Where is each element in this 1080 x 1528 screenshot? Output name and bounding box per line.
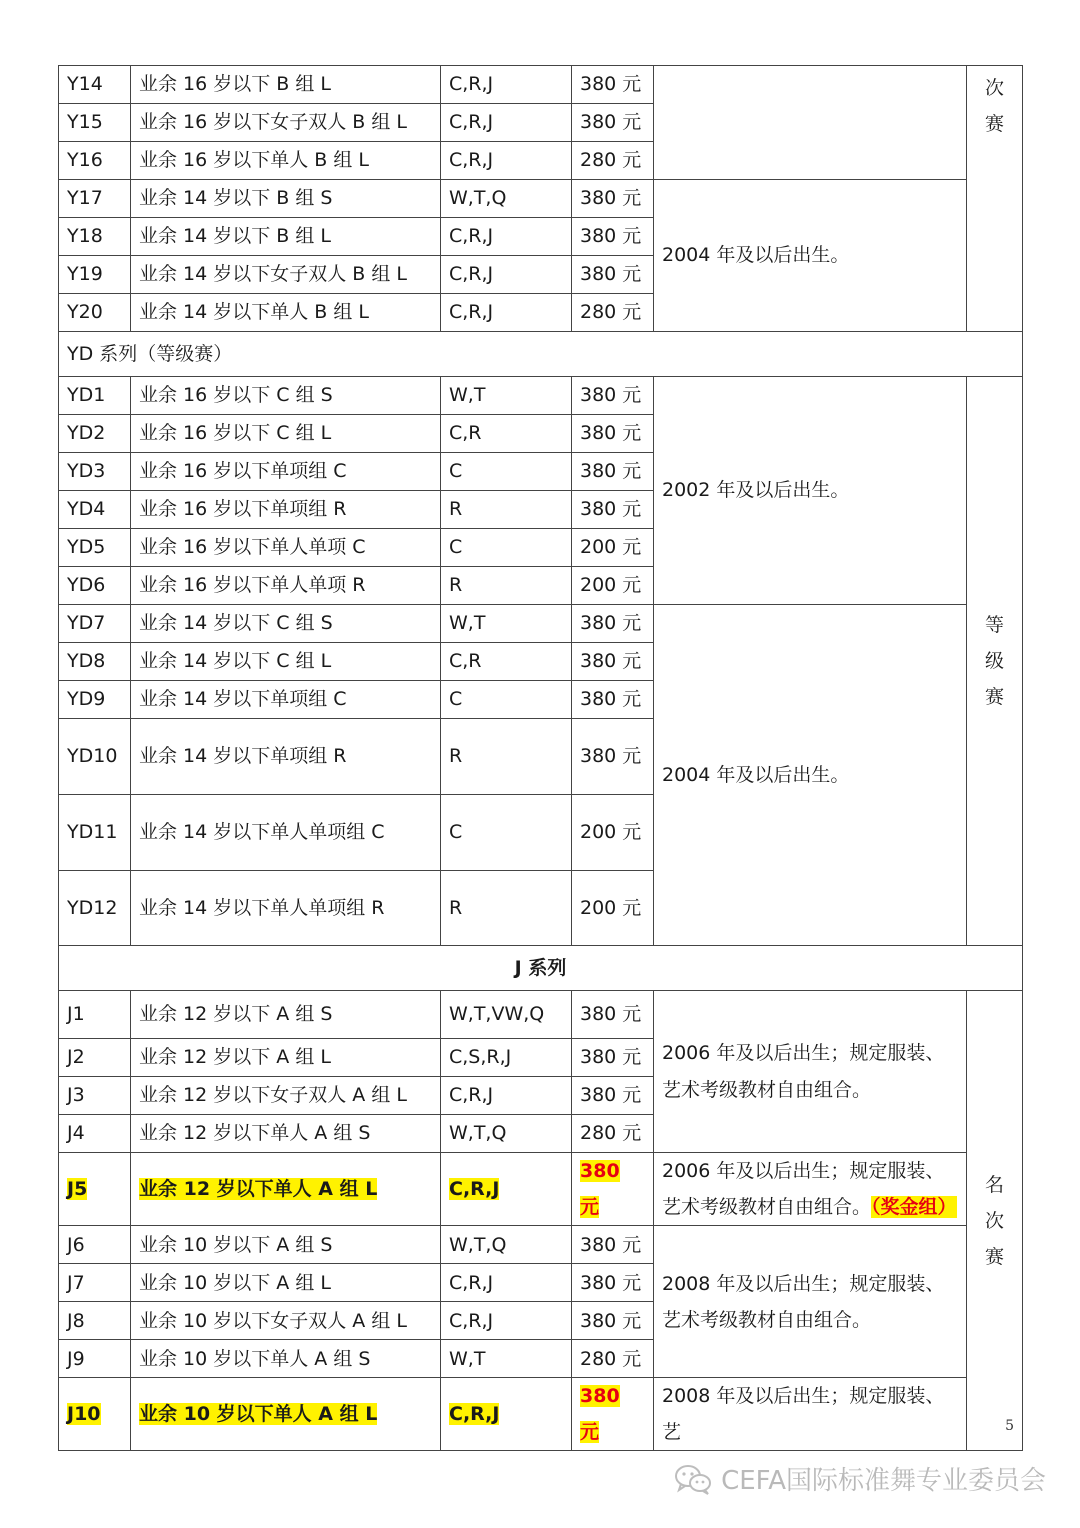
event-name-cell: [131, 1153, 441, 1226]
category-side-text: 次 赛: [984, 77, 1004, 136]
fee-cell: 380 元: [572, 719, 654, 795]
event-name-cell: 业余 12 岁以下单人 A 组 S: [131, 1115, 441, 1153]
fee-cell: 380 元: [572, 643, 654, 681]
code-cell: Y16: [59, 142, 131, 180]
code-cell: YD12: [59, 871, 131, 946]
event-name-cell: 业余 16 岁以下单项组 C: [131, 453, 441, 491]
fee-cell: 200 元: [572, 529, 654, 567]
code-cell: YD11: [59, 795, 131, 871]
table-row: [59, 66, 1023, 104]
dances-cell: C: [441, 529, 572, 567]
note-cell: 2008 年及以后出生；规定服装、艺术考级教材自由组合。: [654, 1226, 967, 1378]
category-side-text: 名 次 赛: [984, 1173, 1004, 1268]
fee-cell: 380 元: [572, 1264, 654, 1302]
event-name-cell: 业余 12 岁以下 A 组 S: [131, 991, 441, 1039]
event-name-cell: 业余 12 岁以下女子双人 A 组 L: [131, 1077, 441, 1115]
code-cell: Y18: [59, 218, 131, 256]
dances-cell: W,T,VW,Q: [441, 991, 572, 1039]
dances-cell: C: [441, 453, 572, 491]
fee-cell: 200 元: [572, 795, 654, 871]
code-cell-text: J5: [67, 1178, 88, 1201]
event-name-cell: 业余 16 岁以下 C 组 L: [131, 415, 441, 453]
section-title-j: J 系列: [59, 946, 1023, 991]
fee-cell: 380 元: [572, 491, 654, 529]
fee-cell: [572, 1153, 654, 1226]
table-row: [59, 1226, 1023, 1264]
code-cell: Y15: [59, 104, 131, 142]
event-name-cell: 业余 14 岁以下单人单项组 C: [131, 795, 441, 871]
note-cell: 2008 年及以后出生；规定服装、艺: [654, 1378, 967, 1451]
code-cell: Y20: [59, 294, 131, 332]
dances-cell: C,R,J: [441, 1302, 572, 1340]
note-cell: [654, 1153, 967, 1226]
table-row: [59, 180, 1023, 218]
dances-cell: R: [441, 871, 572, 946]
dances-cell: C,R,J: [441, 218, 572, 256]
code-cell: YD2: [59, 415, 131, 453]
code-cell: YD9: [59, 681, 131, 719]
fee-cell: 380 元: [572, 180, 654, 218]
event-name-cell: 业余 12 岁以下 A 组 L: [131, 1039, 441, 1077]
category-side-label: [967, 66, 1023, 332]
page-number: 5: [1005, 1418, 1014, 1434]
event-name-cell-text: 业余 10 岁以下单人 A 组 L: [139, 1403, 378, 1426]
code-cell: YD3: [59, 453, 131, 491]
dances-cell: C,S,R,J: [441, 1039, 572, 1077]
event-name-cell: 业余 16 岁以下 C 组 S: [131, 377, 441, 415]
code-cell-text: J10: [67, 1403, 101, 1426]
fee-cell: 380 元: [572, 1302, 654, 1340]
code-cell: YD5: [59, 529, 131, 567]
fee-cell-text: 380 元: [580, 1160, 620, 1219]
code-cell: J3: [59, 1077, 131, 1115]
table-row: [59, 605, 1023, 643]
note-cell: 2004 年及以后出生。: [654, 605, 967, 946]
code-cell: J4: [59, 1115, 131, 1153]
section-title-yd: YD 系列（等级赛）: [59, 332, 1023, 377]
fee-cell: 280 元: [572, 1340, 654, 1378]
table-row: [59, 991, 1023, 1039]
watermark-text: CEFA国际标准舞专业委员会: [721, 1466, 1046, 1496]
event-name-cell: 业余 14 岁以下 B 组 L: [131, 218, 441, 256]
section-header-row: [59, 332, 1023, 377]
dances-cell: C: [441, 795, 572, 871]
note-text: 2006 年及以后出生；规定服装、艺术考级教材自由组合。: [662, 1160, 945, 1219]
dances-cell: R: [441, 719, 572, 795]
table-row: [59, 1378, 1023, 1451]
dances-cell: C,R: [441, 643, 572, 681]
note-cell: 2002 年及以后出生。: [654, 377, 967, 605]
note-cell: [654, 66, 967, 180]
event-name-cell: 业余 10 岁以下女子双人 A 组 L: [131, 1302, 441, 1340]
category-side-text: 等 级 赛: [984, 613, 1004, 709]
watermark: [673, 1460, 1046, 1497]
dances-cell: R: [441, 567, 572, 605]
wechat-icon: [673, 1463, 713, 1495]
fee-cell: 380 元: [572, 1077, 654, 1115]
fee-cell: 380 元: [572, 104, 654, 142]
event-name-cell: 业余 14 岁以下单项组 C: [131, 681, 441, 719]
event-name-cell: 业余 16 岁以下单人单项 C: [131, 529, 441, 567]
fee-cell: 380 元: [572, 66, 654, 104]
competition-table: [58, 65, 1023, 1451]
code-cell: J7: [59, 1264, 131, 1302]
dances-cell: C,R: [441, 415, 572, 453]
event-name-cell: 业余 10 岁以下 A 组 L: [131, 1264, 441, 1302]
dances-cell: C,R,J: [441, 294, 572, 332]
fee-cell: 380 元: [572, 218, 654, 256]
event-name-cell: 业余 14 岁以下 C 组 S: [131, 605, 441, 643]
code-cell: YD1: [59, 377, 131, 415]
code-cell: YD4: [59, 491, 131, 529]
fee-cell: 380 元: [572, 377, 654, 415]
fee-cell: 380 元: [572, 681, 654, 719]
dances-cell: W,T: [441, 377, 572, 415]
dances-cell: C,R,J: [441, 104, 572, 142]
event-name-cell: 业余 14 岁以下单人 B 组 L: [131, 294, 441, 332]
event-name-cell-text: 业余 12 岁以下单人 A 组 L: [139, 1178, 378, 1201]
event-name-cell: 业余 16 岁以下单项组 R: [131, 491, 441, 529]
bonus-group-badge: （奖金组）: [871, 1196, 957, 1219]
code-cell: YD6: [59, 567, 131, 605]
dances-cell: [441, 1378, 572, 1451]
event-name-cell: 业余 14 岁以下单项组 R: [131, 719, 441, 795]
fee-cell: 280 元: [572, 1115, 654, 1153]
dances-cell: W,T,Q: [441, 1226, 572, 1264]
event-name-cell: 业余 14 岁以下单人单项组 R: [131, 871, 441, 946]
dances-cell: C,R,J: [441, 1077, 572, 1115]
code-cell: J6: [59, 1226, 131, 1264]
code-cell: J8: [59, 1302, 131, 1340]
code-cell: YD8: [59, 643, 131, 681]
fee-cell: 200 元: [572, 871, 654, 946]
note-cell: 2006 年及以后出生；规定服装、艺术考级教材自由组合。: [654, 991, 967, 1153]
event-name-cell: 业余 16 岁以下单人 B 组 L: [131, 142, 441, 180]
code-cell: J2: [59, 1039, 131, 1077]
dances-cell: C,R,J: [441, 256, 572, 294]
code-cell: Y17: [59, 180, 131, 218]
code-cell: [59, 1378, 131, 1451]
dances-cell-text: C,R,J: [449, 1178, 500, 1201]
code-cell: Y14: [59, 66, 131, 104]
code-cell: YD7: [59, 605, 131, 643]
table-row: [59, 1153, 1023, 1226]
fee-cell-text: 380 元: [580, 1385, 620, 1444]
fee-cell: 380 元: [572, 605, 654, 643]
fee-cell: 380 元: [572, 1226, 654, 1264]
event-name-cell: 业余 16 岁以下女子双人 B 组 L: [131, 104, 441, 142]
event-name-cell: 业余 10 岁以下单人 A 组 S: [131, 1340, 441, 1378]
dances-cell: C,R,J: [441, 142, 572, 180]
code-cell: J1: [59, 991, 131, 1039]
dances-cell: C: [441, 681, 572, 719]
event-name-cell: [131, 1378, 441, 1451]
fee-cell: [572, 1378, 654, 1451]
fee-cell: 280 元: [572, 294, 654, 332]
event-name-cell: 业余 16 岁以下单人单项 R: [131, 567, 441, 605]
event-name-cell: 业余 16 岁以下 B 组 L: [131, 66, 441, 104]
category-side-label: [967, 991, 1023, 1451]
event-name-cell: 业余 14 岁以下 B 组 S: [131, 180, 441, 218]
event-name-cell: 业余 10 岁以下 A 组 S: [131, 1226, 441, 1264]
note-cell: 2004 年及以后出生。: [654, 180, 967, 332]
table-row: [59, 377, 1023, 415]
fee-cell: 380 元: [572, 453, 654, 491]
dances-cell: W,T: [441, 1340, 572, 1378]
dances-cell-text: C,R,J: [449, 1403, 500, 1426]
fee-cell: 280 元: [572, 142, 654, 180]
dances-cell: C,R,J: [441, 66, 572, 104]
code-cell: J9: [59, 1340, 131, 1378]
dances-cell: R: [441, 491, 572, 529]
competition-table-body: [59, 66, 1023, 1451]
dances-cell: W,T: [441, 605, 572, 643]
dances-cell: [441, 1153, 572, 1226]
code-cell: Y19: [59, 256, 131, 294]
fee-cell: 200 元: [572, 567, 654, 605]
fee-cell: 380 元: [572, 256, 654, 294]
section-header-row: [59, 946, 1023, 991]
fee-cell: 380 元: [572, 1039, 654, 1077]
event-name-cell: 业余 14 岁以下 C 组 L: [131, 643, 441, 681]
dances-cell: W,T,Q: [441, 180, 572, 218]
event-name-cell: 业余 14 岁以下女子双人 B 组 L: [131, 256, 441, 294]
category-side-label: [967, 377, 1023, 946]
fee-cell: 380 元: [572, 415, 654, 453]
code-cell: [59, 1153, 131, 1226]
dances-cell: C,R,J: [441, 1264, 572, 1302]
code-cell: YD10: [59, 719, 131, 795]
dances-cell: W,T,Q: [441, 1115, 572, 1153]
fee-cell: 380 元: [572, 991, 654, 1039]
